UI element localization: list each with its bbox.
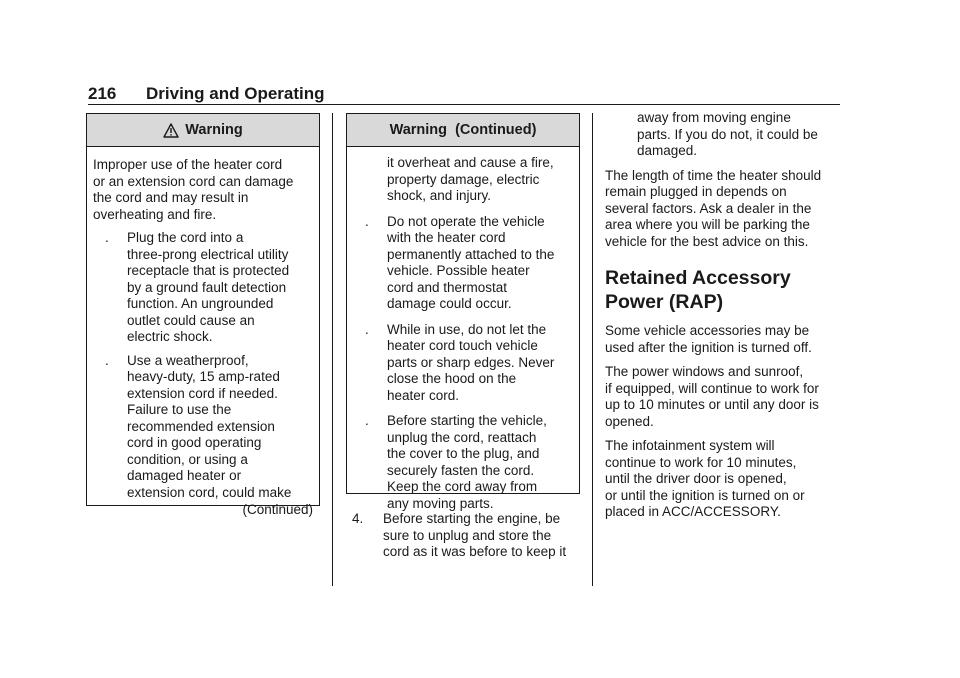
- warning-bullet: . While in use, do not let the heater cord touch vehicle parts or sharp edges. Never close the hood on the heater cord.: [365, 321, 555, 403]
- right-column: [605, 110, 845, 529]
- warning-box-header: [87, 114, 319, 147]
- continued-label: (Continued): [242, 502, 313, 517]
- warning-continuation-text: it overheat and cause a fire, property damage, electric shock, and injury.: [387, 155, 554, 203]
- bullet-marker: .: [365, 321, 369, 337]
- warning-body: [87, 147, 319, 525]
- section-title: Driving and Operating: [146, 84, 325, 103]
- bullet-marker: .: [365, 213, 369, 229]
- header-divider: [88, 104, 840, 105]
- warning-continued-title: Warning (Continued): [389, 121, 537, 138]
- warning-icon: [163, 123, 179, 138]
- warning-bullet: . Do not operate the vehicle with the heater cord permanently attached to the vehicle. Possible heater cord and thermostat damage could occur.: [365, 213, 555, 311]
- step-number: 4.: [352, 511, 364, 526]
- warning-bullet: . Use a weatherproof, heavy-duty, 15 amp-rated extension cord if needed. Failure to use the recommended extension cord in good operating condition, or using a damaged heater or extension cord, could make: [105, 352, 292, 500]
- bullet-marker: .: [365, 413, 369, 428]
- page-number: 216: [88, 84, 117, 103]
- rap-paragraph-3: The infotainment system will continue to work for 10 minutes, until the driver door is opened, or until the ignition is turned on or placed in ACC/ACCESSORY.: [605, 438, 805, 519]
- step-4-continued: away from moving engine parts. If you do not, it could be damaged.: [637, 110, 818, 158]
- warning-continued-box: [346, 113, 580, 511]
- column-divider-2: [592, 113, 593, 586]
- warning-intro: Improper use of the heater cord or an extension cord can damage the cord and may result in overheating and fire.: [93, 157, 294, 222]
- column-divider-1: [332, 113, 333, 586]
- heater-duration-paragraph: The length of time the heater should remain plugged in depends on several factors. Ask a dealer in the area where you will be parking the vehicle for the best advice on this.: [605, 167, 822, 249]
- rap-paragraph-1: Some vehicle accessories may be used after the ignition is turned off.: [605, 323, 812, 355]
- warning-continued-header: [347, 114, 579, 147]
- warning-title: Warning: [185, 121, 243, 138]
- page-header: [88, 84, 840, 104]
- rap-paragraph-2: The power windows and sunroof, if equipped, will continue to work for up to 10 minutes or until any door is opened.: [605, 364, 819, 429]
- warning-bullet: . Plug the cord into a three-prong electrical utility receptacle that is protected by a ground fault detection function. An ungrounded outlet could cause an electric shock.: [105, 230, 290, 344]
- warning-continued-body: [347, 147, 579, 518]
- bullet-marker: .: [105, 230, 109, 245]
- rap-heading: Retained Accessory Power (RAP): [605, 267, 791, 313]
- bullet-marker: .: [105, 352, 109, 368]
- warning-box: [86, 113, 320, 517]
- step-4: 4. Before starting the engine, be sure to unplug and store the cord as it was before to keep it: [352, 511, 567, 559]
- warning-bullet: . Before starting the vehicle, unplug the cord, reattach the cover to the plug, and securely fasten the cord. Keep the cord away from any moving parts.: [365, 413, 547, 511]
